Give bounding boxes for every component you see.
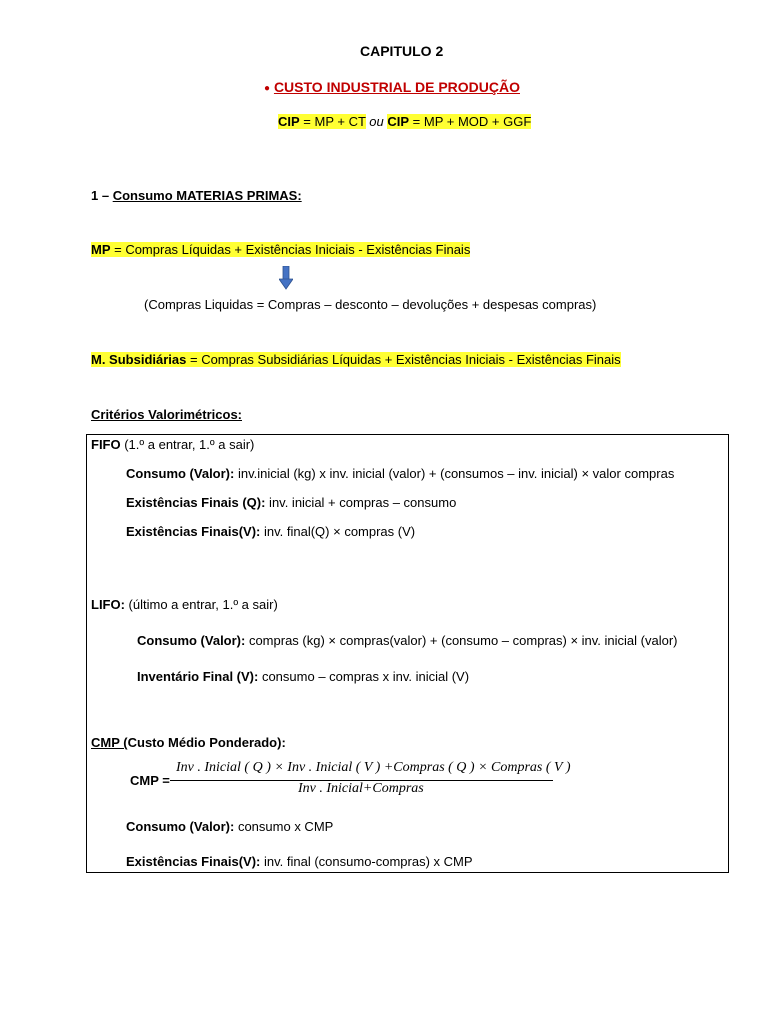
- section-heading: [264, 79, 520, 95]
- cip-formula: [278, 114, 531, 129]
- lifo-label: LIFO:: [91, 597, 125, 612]
- fifo-heading: [91, 437, 254, 452]
- cmp-consumo: [126, 819, 333, 834]
- down-arrow-icon: [279, 266, 293, 290]
- cmp-label-rest: Custo Médio Ponderado):: [127, 735, 286, 750]
- criteria-title: Critérios Valorimétricos:: [91, 407, 242, 422]
- fifo-consumo-text: inv.inicial (kg) x inv. inicial (valor) + (consumos – inv. inicial) × valor compras: [234, 466, 675, 481]
- cmp-heading: [91, 735, 286, 750]
- compras-liquidas-note: (Compras Liquidas = Compras – desconto – devoluções + despesas compras): [144, 297, 597, 312]
- msub-formula-text: = Compras Subsidiárias Líquidas + Existências Iniciais - Existências Finais: [186, 352, 621, 367]
- fifo-consumo-label: Consumo (Valor):: [126, 466, 235, 481]
- cmp-consumo-label: Consumo (Valor):: [126, 819, 235, 834]
- lifo-consumo: [137, 633, 677, 648]
- cmp-numerator: Inv . Inicial ( Q ) × Inv . Inicial ( V ) +Compras ( Q ) × Compras ( V ): [176, 760, 571, 775]
- cip-label-1: CIP: [278, 114, 300, 129]
- section1-title: Consumo MATERIAS PRIMAS:: [112, 188, 302, 203]
- msub-formula: [91, 352, 621, 367]
- cmp-existencias-v: [126, 854, 473, 869]
- lifo-inv-text: consumo – compras x inv. inicial (V): [258, 669, 470, 684]
- cmp-exv-text: inv. final (consumo-compras) x CMP: [260, 854, 473, 869]
- lifo-heading: [91, 597, 278, 612]
- cmp-denominator: Inv . Inicial+Compras: [298, 781, 424, 796]
- cmp-label: CMP (: [91, 735, 128, 750]
- fifo-exv-label: Existências Finais(V):: [126, 524, 261, 539]
- or-word: ou: [369, 114, 384, 129]
- cmp-exv-label: Existências Finais(V):: [126, 854, 261, 869]
- fifo-exq-label: Existências Finais (Q):: [126, 495, 266, 510]
- lifo-consumo-label: Consumo (Valor):: [137, 633, 246, 648]
- cmp-eq-label: CMP =: [130, 773, 170, 788]
- fifo-consumo: [126, 466, 674, 481]
- cip-label-2: CIP: [387, 114, 410, 129]
- cip-formula-2: = MP + MOD + GGF: [409, 114, 532, 129]
- lifo-inventario: [137, 669, 469, 684]
- fifo-exv-text: inv. final(Q) × compras (V): [260, 524, 416, 539]
- msub-label: M. Subsidiárias: [91, 352, 187, 367]
- mp-label: MP: [91, 242, 111, 257]
- lifo-desc: (último a entrar, 1.º a sair): [124, 597, 278, 612]
- bullet-icon: ●: [264, 82, 271, 94]
- fifo-exq-text: inv. inicial + compras – consumo: [265, 495, 457, 510]
- section-title: CUSTO INDUSTRIAL DE PRODUÇÃO: [273, 79, 520, 95]
- section1-number: 1 –: [91, 188, 113, 203]
- mp-formula: [91, 242, 470, 257]
- section1-heading: [91, 188, 302, 203]
- fifo-existencias-q: [126, 495, 456, 510]
- lifo-inv-label: Inventário Final (V):: [137, 669, 259, 684]
- fifo-label: FIFO: [91, 437, 121, 452]
- fifo-desc: (1.º a entrar, 1.º a sair): [120, 437, 255, 452]
- cip-formula-1: = MP + CT: [299, 114, 366, 129]
- lifo-consumo-text: compras (kg) × compras(valor) + (consumo – compras) × inv. inicial (valor): [245, 633, 678, 648]
- chapter-title: CAPITULO 2: [360, 43, 444, 59]
- fifo-existencias-v: [126, 524, 415, 539]
- cmp-consumo-text: consumo x CMP: [234, 819, 334, 834]
- mp-formula-text: = Compras Líquidas + Existências Iniciais - Existências Finais: [110, 242, 471, 257]
